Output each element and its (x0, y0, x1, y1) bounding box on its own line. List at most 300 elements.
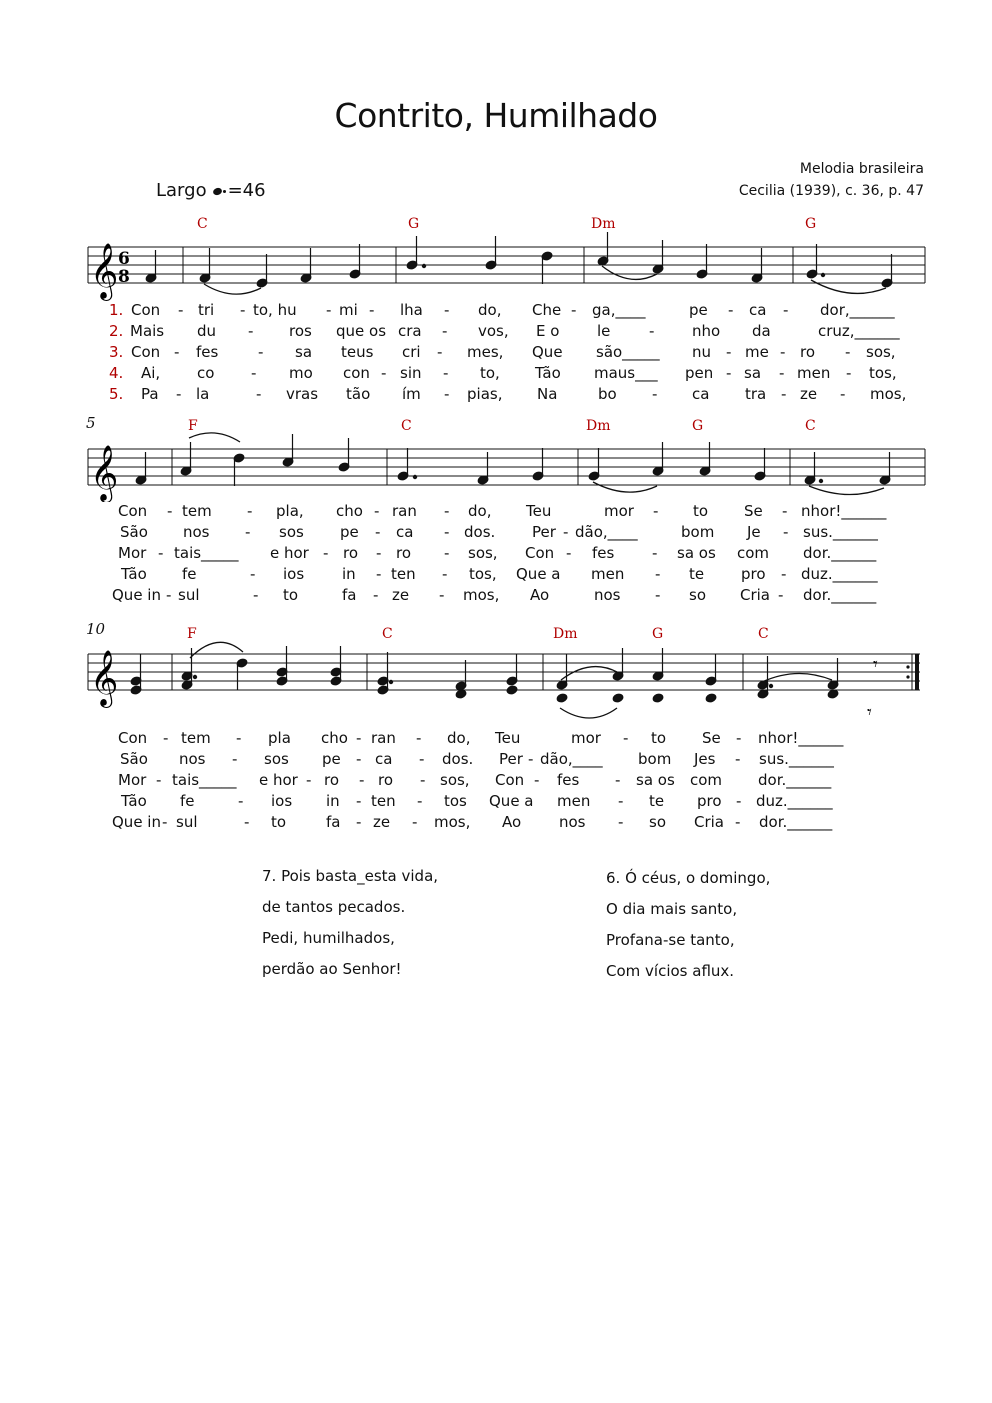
lyric-syllable: - (623, 729, 629, 747)
lyric-syllable: Se (702, 729, 721, 747)
final-barline (915, 654, 919, 690)
lyric-syllable: ze (800, 385, 818, 403)
lyric-syllable: - (652, 544, 658, 562)
lyric-syllable: ios (283, 565, 305, 583)
augmentation-dot-icon (223, 190, 226, 193)
lyric-syllable: Mais (130, 322, 165, 340)
staff-notation (0, 216, 992, 306)
lyric-syllable: nos (594, 586, 621, 604)
lyric-syllable: ro (324, 771, 340, 789)
lyric-syllable: - (356, 813, 362, 831)
lyric-syllable: - (781, 565, 787, 583)
lyric-syllable: - (248, 322, 254, 340)
lyric-syllable: fes (592, 544, 615, 562)
verse-line-3 (0, 343, 992, 363)
lyric-syllable: Con (495, 771, 525, 789)
treble-clef-icon: 𝄞 (90, 243, 119, 299)
lyric-syllable: nhor!______ (801, 502, 887, 520)
lyric-syllable: - (420, 771, 426, 789)
lyric-syllable: - (162, 813, 168, 831)
lyric-syllable: e hor (270, 544, 309, 562)
verse-line-3 (0, 544, 992, 564)
lyric-syllable: cra (398, 322, 422, 340)
lyric-syllable: - (373, 586, 379, 604)
lyric-syllable: mes, (467, 343, 504, 361)
lyric-syllable: - (783, 301, 789, 319)
lyric-syllable: nho (692, 322, 721, 340)
lyric-syllable: - (780, 343, 786, 361)
lyric-syllable: - (845, 343, 851, 361)
lyric-syllable: mi (339, 301, 358, 319)
lyric-syllable: - (306, 771, 312, 789)
lyric-syllable: so (689, 586, 706, 604)
lyric-syllable: - (326, 301, 332, 319)
lyric-syllable: Pa (141, 385, 159, 403)
tempo-label: Largo (156, 180, 207, 201)
lyric-syllable: - (158, 544, 164, 562)
verse-line: 6. Ó céus, o domingo, (606, 869, 771, 887)
chord-symbol: G (692, 418, 704, 434)
lyric-syllable: ze (392, 586, 410, 604)
lyric-syllable: ros (289, 322, 312, 340)
lyric-syllable: tos, (469, 565, 497, 583)
lyric-syllable: tos, (869, 364, 897, 382)
lyric-syllable: E o (536, 322, 560, 340)
lyric-syllable: - (369, 301, 375, 319)
verse-line-5 (0, 586, 992, 606)
lyric-syllable: - (726, 364, 732, 382)
lyric-syllable: - (442, 322, 448, 340)
lyric-syllable: Ao (530, 586, 550, 604)
verse-line-3 (0, 771, 992, 791)
lyric-syllable: tem (181, 729, 211, 747)
lyric-syllable: bo (598, 385, 617, 403)
lyric-syllable: ran (371, 729, 396, 747)
lyric-syllable: Que in (112, 813, 161, 831)
lyric-syllable: dor,______ (820, 301, 895, 319)
lyric-syllable: in (326, 792, 340, 810)
lyric-syllable: pe (340, 523, 359, 541)
lyric-syllable: mos, (870, 385, 907, 403)
verse-line: Profana-se tanto, (606, 931, 735, 949)
lyric-syllable: ios (271, 792, 293, 810)
verse-line-4 (0, 565, 992, 585)
lyric-syllable: mos, (463, 586, 500, 604)
lyric-syllable: dão,____ (540, 750, 603, 768)
lyric-syllable: - (735, 750, 741, 768)
lyric-syllable: sos (264, 750, 289, 768)
lyric-syllable: to, hu (253, 301, 297, 319)
lyric-syllable: tem (182, 502, 212, 520)
verse-line-5 (0, 385, 992, 405)
verse-number: 2. (109, 322, 124, 340)
lyric-syllable: Tão (121, 565, 147, 583)
lyric-syllable: - (356, 729, 362, 747)
verse-line-4 (0, 364, 992, 384)
lyric-syllable: - (238, 792, 244, 810)
lyric-syllable: Que a (489, 792, 534, 810)
chord-symbol: C (382, 626, 393, 642)
lyric-syllable: tão (346, 385, 371, 403)
lyric-syllable: do, (468, 502, 492, 520)
lyric-syllable: vos, (478, 322, 509, 340)
verse-line: Com vícios aflux. (606, 962, 735, 980)
verse-line: 7. Pois basta_esta vida, (262, 867, 439, 885)
lyric-syllable: in (342, 565, 356, 583)
lyric-syllable: - (655, 586, 661, 604)
lyric-syllable: - (245, 523, 251, 541)
lyric-syllable: - (528, 750, 534, 768)
lyric-syllable: do, (478, 301, 502, 319)
treble-clef-icon: 𝄞 (90, 650, 119, 706)
lyric-syllable: fe (180, 792, 195, 810)
lyric-syllable: - (163, 729, 169, 747)
lyric-syllable: - (618, 813, 624, 831)
tempo-bpm: =46 (227, 180, 266, 201)
lyric-syllable: nos (559, 813, 586, 831)
lyric-syllable: - (444, 301, 450, 319)
lyric-syllable: maus___ (594, 364, 658, 382)
lyric-syllable: Tão (535, 364, 561, 382)
lyric-syllable: men (591, 565, 625, 583)
lyric-syllable: so (649, 813, 666, 831)
lyric-syllable: - (728, 301, 734, 319)
lyric-syllable: - (443, 364, 449, 382)
lyric-syllable: - (381, 364, 387, 382)
lyric-syllable: com (737, 544, 770, 562)
lyric-syllable: mor (571, 729, 601, 747)
lyric-syllable: - (412, 813, 418, 831)
lyric-syllable: ran (392, 502, 417, 520)
lyric-syllable: - (779, 364, 785, 382)
lyric-syllable: - (618, 792, 624, 810)
lyric-syllable: - (442, 565, 448, 583)
lyric-syllable: ím (402, 385, 421, 403)
lyric-syllable: - (178, 301, 184, 319)
chord-symbol: F (187, 626, 197, 642)
lyric-syllable: mos, (434, 813, 471, 831)
chord-symbol: Dm (591, 216, 616, 232)
lyric-syllable: - (652, 385, 658, 403)
lyric-syllable: tais_____ (172, 771, 237, 789)
lyric-syllable: - (782, 502, 788, 520)
lyric-syllable: ten (391, 565, 416, 583)
lyric-syllable: sos, (440, 771, 470, 789)
repeat-dot (906, 665, 909, 668)
lyric-syllable: - (649, 322, 655, 340)
lyric-syllable: - (736, 792, 742, 810)
lyric-syllable: tais_____ (174, 544, 239, 562)
lyric-syllable: duz.______ (801, 565, 878, 583)
lyric-syllable: Teu (526, 502, 552, 520)
lyric-syllable: Na (537, 385, 558, 403)
lyric-syllable: ro (378, 771, 394, 789)
lyric-syllable: to (283, 586, 299, 604)
tempo-marking (156, 180, 266, 201)
lyric-syllable: fes (557, 771, 580, 789)
source-reference: Cecilia (1939), c. 36, p. 47 (738, 183, 924, 199)
measure-number: 10 (86, 620, 106, 638)
lyric-syllable: dão,____ (575, 523, 638, 541)
lyric-syllable: nu (692, 343, 712, 361)
lyric-syllable: dor.______ (803, 586, 877, 604)
lyric-syllable: - (655, 565, 661, 583)
lyric-syllable: ca (396, 523, 414, 541)
lyric-syllable: Con (525, 544, 555, 562)
lyric-syllable: ro (800, 343, 816, 361)
lyric-syllable: dos. (464, 523, 496, 541)
chord-symbol: G (408, 216, 420, 232)
lyric-syllable: Ai, (141, 364, 161, 382)
verse-line-1 (0, 729, 992, 749)
lyric-syllable: con (343, 364, 370, 382)
page-title: Contrito, Humilhado (334, 96, 658, 135)
verse-number: 1. (109, 301, 124, 319)
lyric-syllable: to (271, 813, 287, 831)
measure-number: 5 (86, 414, 96, 432)
dotted-quarter-note-icon (212, 186, 223, 196)
lyric-syllable: ro (343, 544, 359, 562)
lyric-syllable: cho (321, 729, 348, 747)
lyric-syllable: nhor!______ (758, 729, 844, 747)
lyric-syllable: lha (400, 301, 423, 319)
lyric-syllable: teus (341, 343, 374, 361)
lyric-syllable: dor.______ (758, 771, 832, 789)
lyric-syllable: sos, (866, 343, 896, 361)
lyric-syllable: - (439, 586, 445, 604)
lyric-syllable: - (840, 385, 846, 403)
lyric-syllable: me (745, 343, 769, 361)
lyric-syllable: - (232, 750, 238, 768)
lyric-syllable: pla (268, 729, 291, 747)
lyric-syllable: bom (681, 523, 715, 541)
lyric-syllable: tos (444, 792, 467, 810)
lyric-syllable: e hor (259, 771, 298, 789)
lyric-syllable: - (417, 792, 423, 810)
lyric-syllable: Jes (694, 750, 716, 768)
lyric-syllable: - (416, 729, 422, 747)
verse-line: de tantos pecados. (262, 898, 406, 916)
lyric-syllable: - (375, 523, 381, 541)
lyric-syllable: - (653, 502, 659, 520)
lyric-syllable: sus.______ (759, 750, 834, 768)
lyric-syllable: Con (118, 502, 148, 520)
lyric-syllable: com (690, 771, 723, 789)
lyric-syllable: Ao (502, 813, 522, 831)
chord-symbol: Dm (586, 418, 611, 434)
lyric-syllable: da (752, 322, 771, 340)
lyric-syllable: nos (179, 750, 206, 768)
eighth-rest-icon: 𝄾 (867, 702, 872, 723)
verse-line-1 (0, 502, 992, 522)
lyric-syllable: nos (183, 523, 210, 541)
lyric-syllable: du (197, 322, 217, 340)
lyric-syllable: - (247, 502, 253, 520)
lyric-syllable: pen (685, 364, 714, 382)
verse-line-2 (0, 523, 992, 543)
verse-line: perdão ao Senhor! (262, 960, 402, 978)
lyric-syllable: Con (131, 301, 161, 319)
lyric-syllable: to, (480, 364, 500, 382)
lyric-syllable: - (250, 565, 256, 583)
extra-verse-6 (606, 863, 770, 987)
lyric-syllable: - (240, 301, 246, 319)
lyric-syllable: sus.______ (803, 523, 878, 541)
lyric-syllable: - (167, 502, 173, 520)
lyric-syllable: - (356, 750, 362, 768)
lyric-syllable: que os (336, 322, 387, 340)
lyric-syllable: são_____ (596, 343, 660, 361)
lyric-syllable: - (571, 301, 577, 319)
lyric-syllable: sin (400, 364, 422, 382)
treble-clef-icon: 𝄞 (90, 445, 119, 501)
lyric-syllable: sos (279, 523, 304, 541)
lyric-syllable: - (359, 771, 365, 789)
lyric-syllable: - (444, 523, 450, 541)
music-system-2 (0, 412, 992, 502)
lyric-syllable: pe (322, 750, 341, 768)
lyric-syllable: - (251, 364, 257, 382)
lyric-syllable: - (437, 343, 443, 361)
lyric-syllable: pro (741, 565, 766, 583)
verse-line-5 (0, 813, 992, 833)
lyric-syllable: duz.______ (756, 792, 833, 810)
lyric-syllable: Tão (121, 792, 147, 810)
lyric-syllable: men (797, 364, 831, 382)
lyric-syllable: Cria (740, 586, 770, 604)
lyric-syllable: - (256, 385, 262, 403)
lyric-syllable: pe (689, 301, 708, 319)
lyric-syllable: vras (286, 385, 319, 403)
lyric-syllable: - (374, 502, 380, 520)
lyric-syllable: mor (604, 502, 634, 520)
lyric-syllable: Per (532, 523, 556, 541)
lyric-syllable: - (534, 771, 540, 789)
lyric-syllable: do, (447, 729, 471, 747)
lyric-syllable: - (258, 343, 264, 361)
lyric-syllable: dor.______ (803, 544, 877, 562)
lyric-syllable: - (736, 729, 742, 747)
lyric-syllable: men (557, 792, 591, 810)
lyric-syllable: - (444, 385, 450, 403)
lyric-syllable: pro (697, 792, 722, 810)
lyric-syllable: te (649, 792, 665, 810)
lyric-syllable: ten (371, 792, 396, 810)
lyric-syllable: pla, (276, 502, 304, 520)
lyric-syllable: - (846, 364, 852, 382)
lyric-syllable: sul (176, 813, 198, 831)
lyric-syllable: - (726, 343, 732, 361)
verse-line-1 (0, 301, 992, 321)
lyric-syllable: tri (198, 301, 215, 319)
lyric-syllable: - (444, 502, 450, 520)
lyric-syllable: cri (402, 343, 421, 361)
repeat-dot (906, 675, 909, 678)
lyric-syllable: - (174, 343, 180, 361)
verse-line-2 (0, 750, 992, 770)
lyric-syllable: to (651, 729, 667, 747)
lyric-syllable: tra (745, 385, 767, 403)
lyric-syllable: Per (499, 750, 523, 768)
lyric-syllable: - (253, 586, 259, 604)
lyric-syllable: - (566, 544, 572, 562)
time-signature-top: 6 (118, 249, 130, 269)
lyric-syllable: to (693, 502, 709, 520)
lyric-syllable: - (356, 792, 362, 810)
lyric-syllable: sa os (677, 544, 716, 562)
melody-credit: Melodia brasileira (799, 161, 924, 177)
lyric-syllable: - (236, 729, 242, 747)
lyric-syllable: bom (638, 750, 672, 768)
lyric-syllable: São (120, 523, 148, 541)
chord-symbol: F (188, 418, 198, 434)
lyric-syllable: ro (396, 544, 412, 562)
lyric-syllable: fa (342, 586, 357, 604)
lyric-syllable: ze (373, 813, 391, 831)
lyric-syllable: Che (532, 301, 562, 319)
lyric-syllable: Que in (112, 586, 161, 604)
lyric-syllable: mo (289, 364, 313, 382)
lyric-syllable: Je (747, 523, 761, 541)
lyric-syllable: Con (118, 729, 148, 747)
lyric-syllable: - (615, 771, 621, 789)
eighth-rest-icon: 𝄾 (873, 654, 878, 675)
music-system-3 (0, 618, 992, 728)
lyric-syllable: te (689, 565, 705, 583)
lyric-syllable: fes (196, 343, 219, 361)
lyric-syllable: - (323, 544, 329, 562)
lyric-syllable: Mor (118, 544, 147, 562)
lyric-syllable: Que a (516, 565, 561, 583)
lyric-syllable: ca (375, 750, 393, 768)
extra-verse-7 (262, 861, 438, 985)
lyric-syllable: sa (295, 343, 313, 361)
time-signature-bottom: 8 (118, 267, 130, 287)
chord-symbol: G (652, 626, 664, 642)
lyric-syllable: - (419, 750, 425, 768)
verse-number: 3. (109, 343, 124, 361)
lyric-syllable: - (563, 523, 569, 541)
lyric-syllable: fa (326, 813, 341, 831)
lyric-syllable: - (376, 565, 382, 583)
lyric-syllable: sa (744, 364, 762, 382)
lyric-syllable: - (166, 586, 172, 604)
lyric-syllable: Mor (118, 771, 147, 789)
verse-line-2 (0, 322, 992, 342)
chord-symbol: C (197, 216, 208, 232)
verse-number: 4. (109, 364, 124, 382)
lyric-syllable: - (244, 813, 250, 831)
lyric-syllable: ga,____ (592, 301, 646, 319)
chord-symbol: C (758, 626, 769, 642)
lyric-syllable: la (196, 385, 210, 403)
lyric-syllable: - (783, 523, 789, 541)
lyric-syllable: - (444, 544, 450, 562)
lyric-syllable: - (156, 771, 162, 789)
verse-line: O dia mais santo, (606, 900, 738, 918)
lyric-syllable: le (597, 322, 611, 340)
lyric-syllable: - (778, 586, 784, 604)
lyric-syllable: Que (532, 343, 563, 361)
chord-symbol: C (401, 418, 412, 434)
lyric-syllable: - (735, 813, 741, 831)
lyric-syllable: ca (749, 301, 767, 319)
chord-symbol: G (805, 216, 817, 232)
lyric-syllable: Teu (495, 729, 521, 747)
lyric-syllable: sos, (468, 544, 498, 562)
lyric-syllable: pias, (467, 385, 503, 403)
lyric-syllable: - (376, 544, 382, 562)
